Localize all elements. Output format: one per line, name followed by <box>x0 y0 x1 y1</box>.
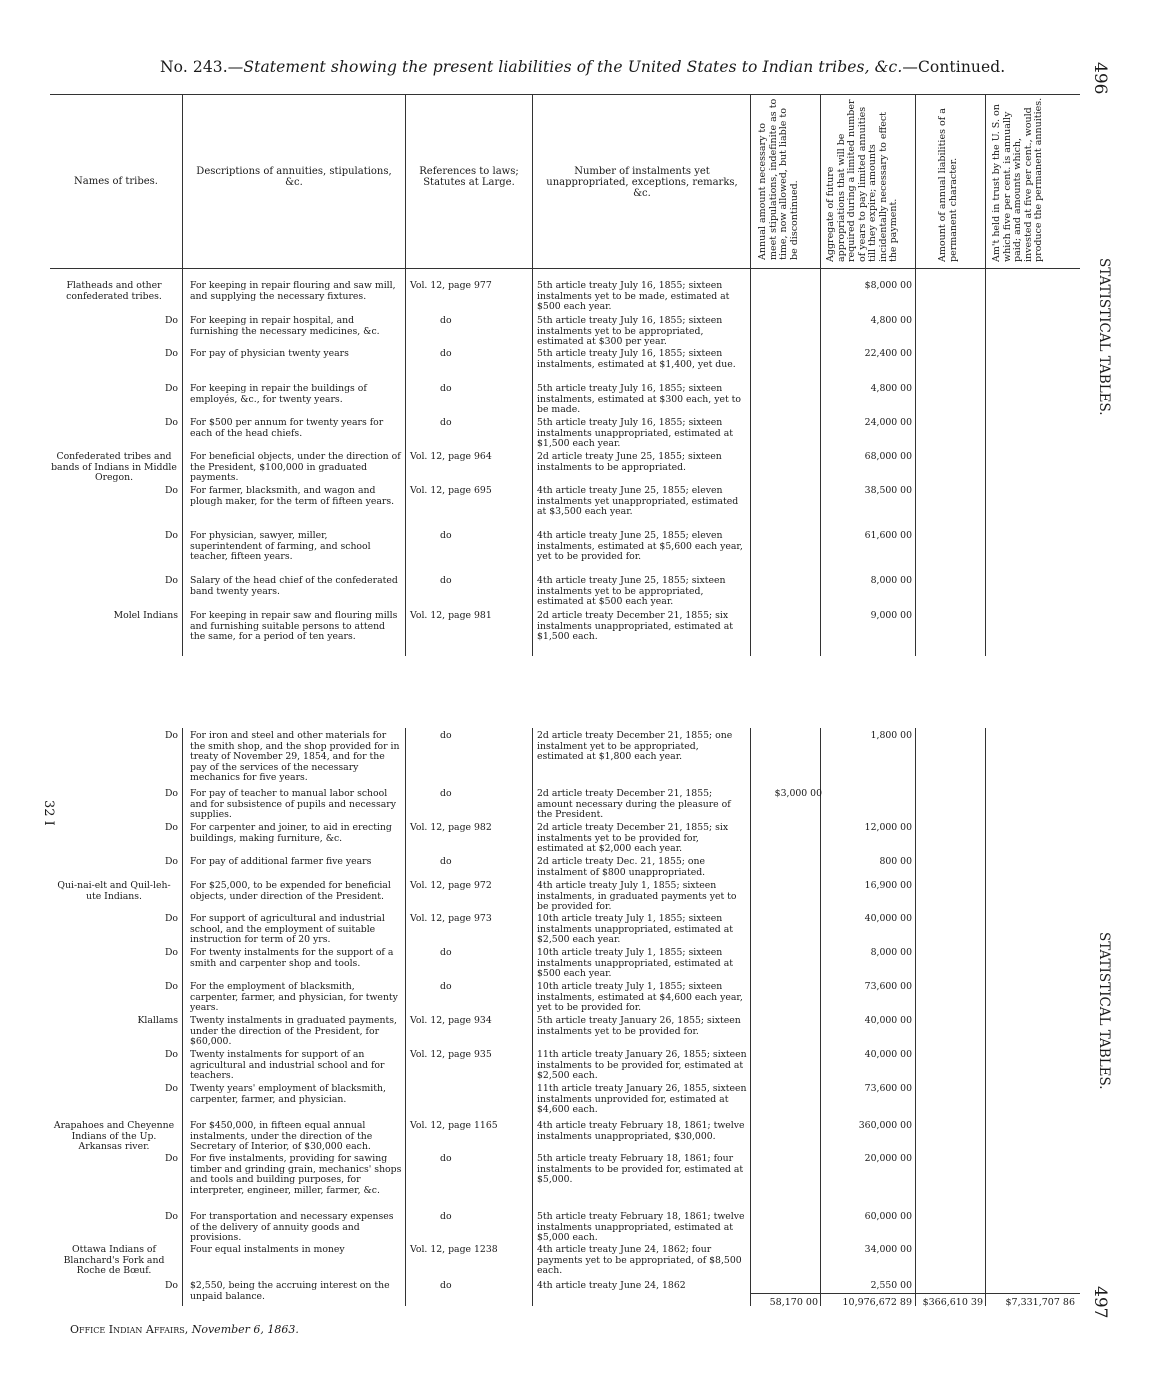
col-divider <box>532 94 533 656</box>
description: For pay of additional farmer five years <box>190 856 372 867</box>
description: Twenty years' employment of blacksmith, carpenter, farmer, and physician. <box>190 1083 386 1105</box>
margin-mark: 32 I <box>41 800 56 826</box>
tribe-name: Arapahoes and Cheyenne Indians of the Up. Arkansas river. <box>53 1120 175 1153</box>
aggregate-value: 73,600 00 <box>864 981 912 992</box>
remarks: 5th article treaty July 16, 1855; sixteen instalments yet to be appropriated, estimated at $300 per year. <box>537 315 723 348</box>
remarks: 2d article treaty June 25, 1855; sixteen instalments to be appropriated. <box>537 451 722 473</box>
page-title <box>160 58 1005 76</box>
remarks: 4th article treaty June 24, 1862 <box>537 1280 686 1291</box>
header-names: Names of tribes. <box>74 176 158 187</box>
tribe-name: Do <box>164 947 178 958</box>
reference: do <box>440 1211 452 1222</box>
description: For iron and steel and other materials for the smith shop, and the shop provided for in treaty of November 29, 1854, and for the pay of the services of the necessary mechanics for five years. <box>190 730 400 784</box>
description: For $450,000, in fifteen equal annual instalments, under the direction of the Secretary of Interior, of $30,000 each. <box>190 1120 373 1153</box>
aggregate-value: 20,000 00 <box>864 1153 912 1164</box>
reference: do <box>440 730 452 741</box>
description: Twenty instalments for support of an agricultural and industrial school and for teachers. <box>190 1049 385 1082</box>
reference: Vol. 12, page 982 <box>410 822 492 833</box>
col-divider <box>750 94 751 656</box>
tribe-name: Flatheads and other confederated tribes. <box>66 280 162 302</box>
tribe-name: Do <box>164 1211 178 1222</box>
description: For carpenter and joiner, to aid in erecting buildings, making furniture, &c. <box>190 822 392 844</box>
aggregate-value: 40,000 00 <box>864 1015 912 1026</box>
aggregate-value: 16,900 00 <box>864 880 912 891</box>
reference: Vol. 12, page 964 <box>410 451 492 462</box>
reference: Vol. 12, page 935 <box>410 1049 492 1060</box>
footer-date: November 6, 1863. <box>191 1323 299 1336</box>
side-label-top: STATISTICAL TABLES. <box>1096 258 1112 416</box>
aggregate-value: 9,000 00 <box>870 610 912 621</box>
reference: do <box>440 575 452 586</box>
tribe-name: Do <box>164 730 178 741</box>
title-suffix: —Continued. <box>902 58 1006 76</box>
aggregate-value: 40,000 00 <box>864 913 912 924</box>
remarks: 5th article treaty July 16, 1855; sixteen instalments yet to be made, estimated at $500 each year. <box>537 280 730 313</box>
remarks: 4th article treaty July 1, 1855; sixteen instalments, in graduated payments yet to be provided for. <box>537 880 737 913</box>
tribe-name: Do <box>164 788 178 799</box>
tribe-name: Do <box>164 530 178 541</box>
description: For keeping in repair saw and flouring mills and furnishing suitable persons to attend the same, for a period of ten years. <box>190 610 398 643</box>
remarks: 10th article treaty July 1, 1855; sixteen instalments unappropriated, estimated at $2,500 each year. <box>537 913 733 946</box>
reference: do <box>440 788 452 799</box>
reference: do <box>440 1153 452 1164</box>
remarks: 2d article treaty December 21, 1855; six instalments yet to be provided for, estimated at $2,000 each year. <box>537 822 729 855</box>
col-divider <box>820 94 821 656</box>
aggregate-value: 68,000 00 <box>864 451 912 462</box>
tribe-name: Qui-nai-elt and Quil-leh-ute Indians. <box>57 880 171 902</box>
tribe-name: Klallams <box>137 1015 178 1026</box>
reference: do <box>440 981 452 992</box>
title-text: —Statement showing the present liabilities of the United States to Indian tribes, &c. <box>227 58 903 76</box>
aggregate-value: 2,550 00 <box>870 1280 912 1291</box>
tribe-name: Do <box>164 348 178 359</box>
description: Four equal instalments in money <box>190 1244 345 1255</box>
header-bottom-rule <box>50 268 1080 269</box>
total-annual: 58,170 00 <box>769 1297 818 1308</box>
aggregate-value: 12,000 00 <box>864 822 912 833</box>
tribe-name: Do <box>164 575 178 586</box>
description: For $25,000, to be expended for beneficial objects, under direction of the President. <box>190 880 391 902</box>
annual-value: $3,000 00 <box>774 788 822 799</box>
description: For $500 per annum for twenty years for each of the head chiefs. <box>190 417 384 439</box>
header-instalments: Number of instalments yet unappropriated, exceptions, remarks, &c. <box>546 166 738 199</box>
tribe-name: Do <box>164 417 178 428</box>
total-trust: $7,331,707 86 <box>1005 1297 1075 1308</box>
tribe-name: Do <box>164 315 178 326</box>
remarks: 5th article treaty July 16, 1855; sixteen instalments, estimated at $300 each, yet to be made. <box>537 383 741 416</box>
reference: Vol. 12, page 1238 <box>410 1244 498 1255</box>
description: For the employment of blacksmith, carpenter, farmer, and physician, for twenty years. <box>190 981 398 1014</box>
aggregate-value: 22,400 00 <box>864 348 912 359</box>
footer-office: Office Indian Affairs, <box>70 1323 189 1336</box>
description: For five instalments, providing for sawing timber and grinding grain, mechanics' shops and tools and building purposes, for interpreter, engineer, miller, farmer, &c. <box>190 1153 402 1196</box>
remarks: 4th article treaty June 25, 1855; sixteen instalments yet to be appropriated, estimated at $500 each year. <box>537 575 726 608</box>
description: $2,550, being the accruing interest on the unpaid balance. <box>190 1280 390 1302</box>
aggregate-value: 4,800 00 <box>870 315 912 326</box>
aggregate-value: 24,000 00 <box>864 417 912 428</box>
description: For keeping in repair hospital, and furnishing the necessary medicines, &c. <box>190 315 380 337</box>
reference: do <box>440 348 452 359</box>
header-permanent-liabilities: Amount of annual liabilities of a permanent character. <box>937 108 959 262</box>
remarks: 2d article treaty December 21, 1855; one instalment yet to be appropriated, estimated at $1,800 each year. <box>537 730 733 763</box>
aggregate-value: 60,000 00 <box>864 1211 912 1222</box>
description: For keeping in repair flouring and saw mill, and supplying the necessary fixtures. <box>190 280 396 302</box>
remarks: 5th article treaty January 26, 1855; sixteen instalments yet to be provided for. <box>537 1015 741 1037</box>
header-descriptions: Descriptions of annuities, stipulations, &c. <box>196 166 392 188</box>
reference: Vol. 12, page 1165 <box>410 1120 498 1131</box>
page-number-bottom: 497 <box>1090 1286 1110 1319</box>
table-top-rule <box>50 94 1080 95</box>
header-annual-amount: Annual amount necessary to meet stipulations, indefinite as to time, now allowed, but liable to be discontinued. <box>757 98 800 260</box>
description: For physician, sawyer, miller, superintendent of farming, and school teacher, fifteen years. <box>190 530 371 563</box>
description: For farmer, blacksmith, and wagon and plough maker, for the term of fifteen years. <box>190 485 395 507</box>
reference: Vol. 12, page 934 <box>410 1015 492 1026</box>
col-divider <box>182 94 183 656</box>
aggregate-value: 73,600 00 <box>864 1083 912 1094</box>
tribe-name: Molel Indians <box>113 610 178 621</box>
col-divider <box>182 728 183 1306</box>
aggregate-value: 360,000 00 <box>858 1120 912 1131</box>
col-divider <box>915 728 916 1306</box>
reference: Vol. 12, page 973 <box>410 913 492 924</box>
total-aggregate: 10,976,672 89 <box>842 1297 912 1308</box>
tribe-name: Ottawa Indians of Blanchard's Fork and Roche de Bœuf. <box>63 1244 165 1277</box>
remarks: 10th article treaty July 1, 1855; sixteen instalments unappropriated, estimated at $500 each year. <box>537 947 733 980</box>
totals-rule <box>750 1293 1080 1294</box>
tribe-name: Do <box>164 856 178 867</box>
col-divider <box>405 94 406 656</box>
tribe-name: Do <box>164 822 178 833</box>
tribe-name: Do <box>164 1049 178 1060</box>
remarks: 2d article treaty December 21, 1855; amount necessary during the pleasure of the President. <box>537 788 731 821</box>
tribe-name: Do <box>164 981 178 992</box>
aggregate-value: 38,500 00 <box>864 485 912 496</box>
reference: do <box>440 530 452 541</box>
col-divider <box>820 728 821 1306</box>
reference: do <box>440 856 452 867</box>
remarks: 4th article treaty June 24, 1862; four payments yet to be appropriated, of $8,500 each. <box>537 1244 742 1277</box>
header-trust-amount: Am't held in trust by the U. S. on which five per cent. is annually paid; and amounts which, invested at five per cent., would produce the permanent annuities. <box>991 97 1044 262</box>
tribe-name: Do <box>164 1153 178 1164</box>
aggregate-value: 8,000 00 <box>870 575 912 586</box>
remarks: 4th article treaty June 25, 1855; eleven instalments yet unappropriated, estimated at $3,500 each year. <box>537 485 739 518</box>
tribe-name: Do <box>164 383 178 394</box>
col-divider <box>985 728 986 1306</box>
tribe-name: Do <box>164 913 178 924</box>
remarks: 11th article treaty January 26, 1855, sixteen instalments unprovided for, estimated at $4,600 each. <box>537 1083 747 1116</box>
reference: do <box>440 315 452 326</box>
remarks: 5th article treaty July 16, 1855; sixteen instalments, estimated at $1,400, yet due. <box>537 348 736 370</box>
col-divider <box>405 728 406 1306</box>
reference: do <box>440 1280 452 1291</box>
reference: do <box>440 383 452 394</box>
reference: Vol. 12, page 972 <box>410 880 492 891</box>
aggregate-value: 61,600 00 <box>864 530 912 541</box>
aggregate-value: 4,800 00 <box>870 383 912 394</box>
description: Salary of the head chief of the confederated band twenty years. <box>190 575 398 597</box>
reference: Vol. 12, page 981 <box>410 610 492 621</box>
tribe-name: Do <box>164 485 178 496</box>
remarks: 2d article treaty December 21, 1855; six instalments unappropriated, estimated at $1,500 each. <box>537 610 733 643</box>
description: For beneficial objects, under the direction of the President, $100,000 in graduated payments. <box>190 451 401 484</box>
description: For support of agricultural and industrial school, and the employment of suitable instruction for term of 20 yrs. <box>190 913 385 946</box>
title-number: No. 243. <box>160 58 228 76</box>
page-number-top: 496 <box>1090 62 1110 95</box>
aggregate-value: 8,000 00 <box>870 947 912 958</box>
remarks: 11th article treaty January 26, 1855; sixteen instalments to be provided for, estimated at $2,500 each. <box>537 1049 747 1082</box>
aggregate-value: 34,000 00 <box>864 1244 912 1255</box>
aggregate-value: 800 00 <box>879 856 912 867</box>
description: Twenty instalments in graduated payments, under the direction of the President, for $60,000. <box>190 1015 398 1048</box>
description: For pay of physician twenty years <box>190 348 349 359</box>
aggregate-value: 40,000 00 <box>864 1049 912 1060</box>
col-divider <box>915 94 916 656</box>
remarks: 5th article treaty July 16, 1855; sixteen instalments unappropriated, estimated at $1,500 each year. <box>537 417 733 450</box>
description: For pay of teacher to manual labor school and for subsistence of pupils and necessary supplies. <box>190 788 396 821</box>
footer <box>70 1323 299 1336</box>
reference: do <box>440 417 452 428</box>
remarks: 5th article treaty February 18, 1861; twelve instalments unappropriated, estimated at $5,000 each. <box>537 1211 745 1244</box>
description: For transportation and necessary expenses of the delivery of annuity goods and provisions. <box>190 1211 394 1244</box>
col-divider <box>985 94 986 656</box>
tribe-name: Confederated tribes and bands of Indians in Middle Oregon. <box>51 451 177 484</box>
remarks: 2d article treaty Dec. 21, 1855; one instalment of $800 unappropriated. <box>537 856 706 878</box>
aggregate-value: $8,000 00 <box>864 280 912 291</box>
reference: Vol. 12, page 695 <box>410 485 492 496</box>
description: For twenty instalments for the support of a smith and carpenter shop and tools. <box>190 947 394 969</box>
col-divider <box>750 728 751 1306</box>
header-references: References to laws; Statutes at Large. <box>419 166 519 188</box>
description: For keeping in repair the buildings of employés, &c., for twenty years. <box>190 383 367 405</box>
reference: do <box>440 947 452 958</box>
side-label-bottom: STATISTICAL TABLES. <box>1096 932 1112 1090</box>
remarks: 4th article treaty June 25, 1855; eleven instalments, estimated at $5,600 each year, yet to be provided for. <box>537 530 743 563</box>
remarks: 4th article treaty February 18, 1861; twelve instalments unappropriated, $30,000. <box>537 1120 745 1142</box>
reference: Vol. 12, page 977 <box>410 280 492 291</box>
total-permanent: $366,610 39 <box>922 1297 983 1308</box>
remarks: 5th article treaty February 18, 1861; four instalments to be provided for, estimated at $5,000. <box>537 1153 744 1186</box>
header-aggregate: Aggregate of future appropriations that will be required during a limited number of years to pay limited annuities till they expire; amounts incidentally necessary to effect the payment. <box>825 99 899 262</box>
remarks: 10th article treaty July 1, 1855; sixteen instalments, estimated at $4,600 each year, yet to be provided for. <box>537 981 743 1014</box>
aggregate-value: 1,800 00 <box>870 730 912 741</box>
tribe-name: Do <box>164 1280 178 1291</box>
tribe-name: Do <box>164 1083 178 1094</box>
